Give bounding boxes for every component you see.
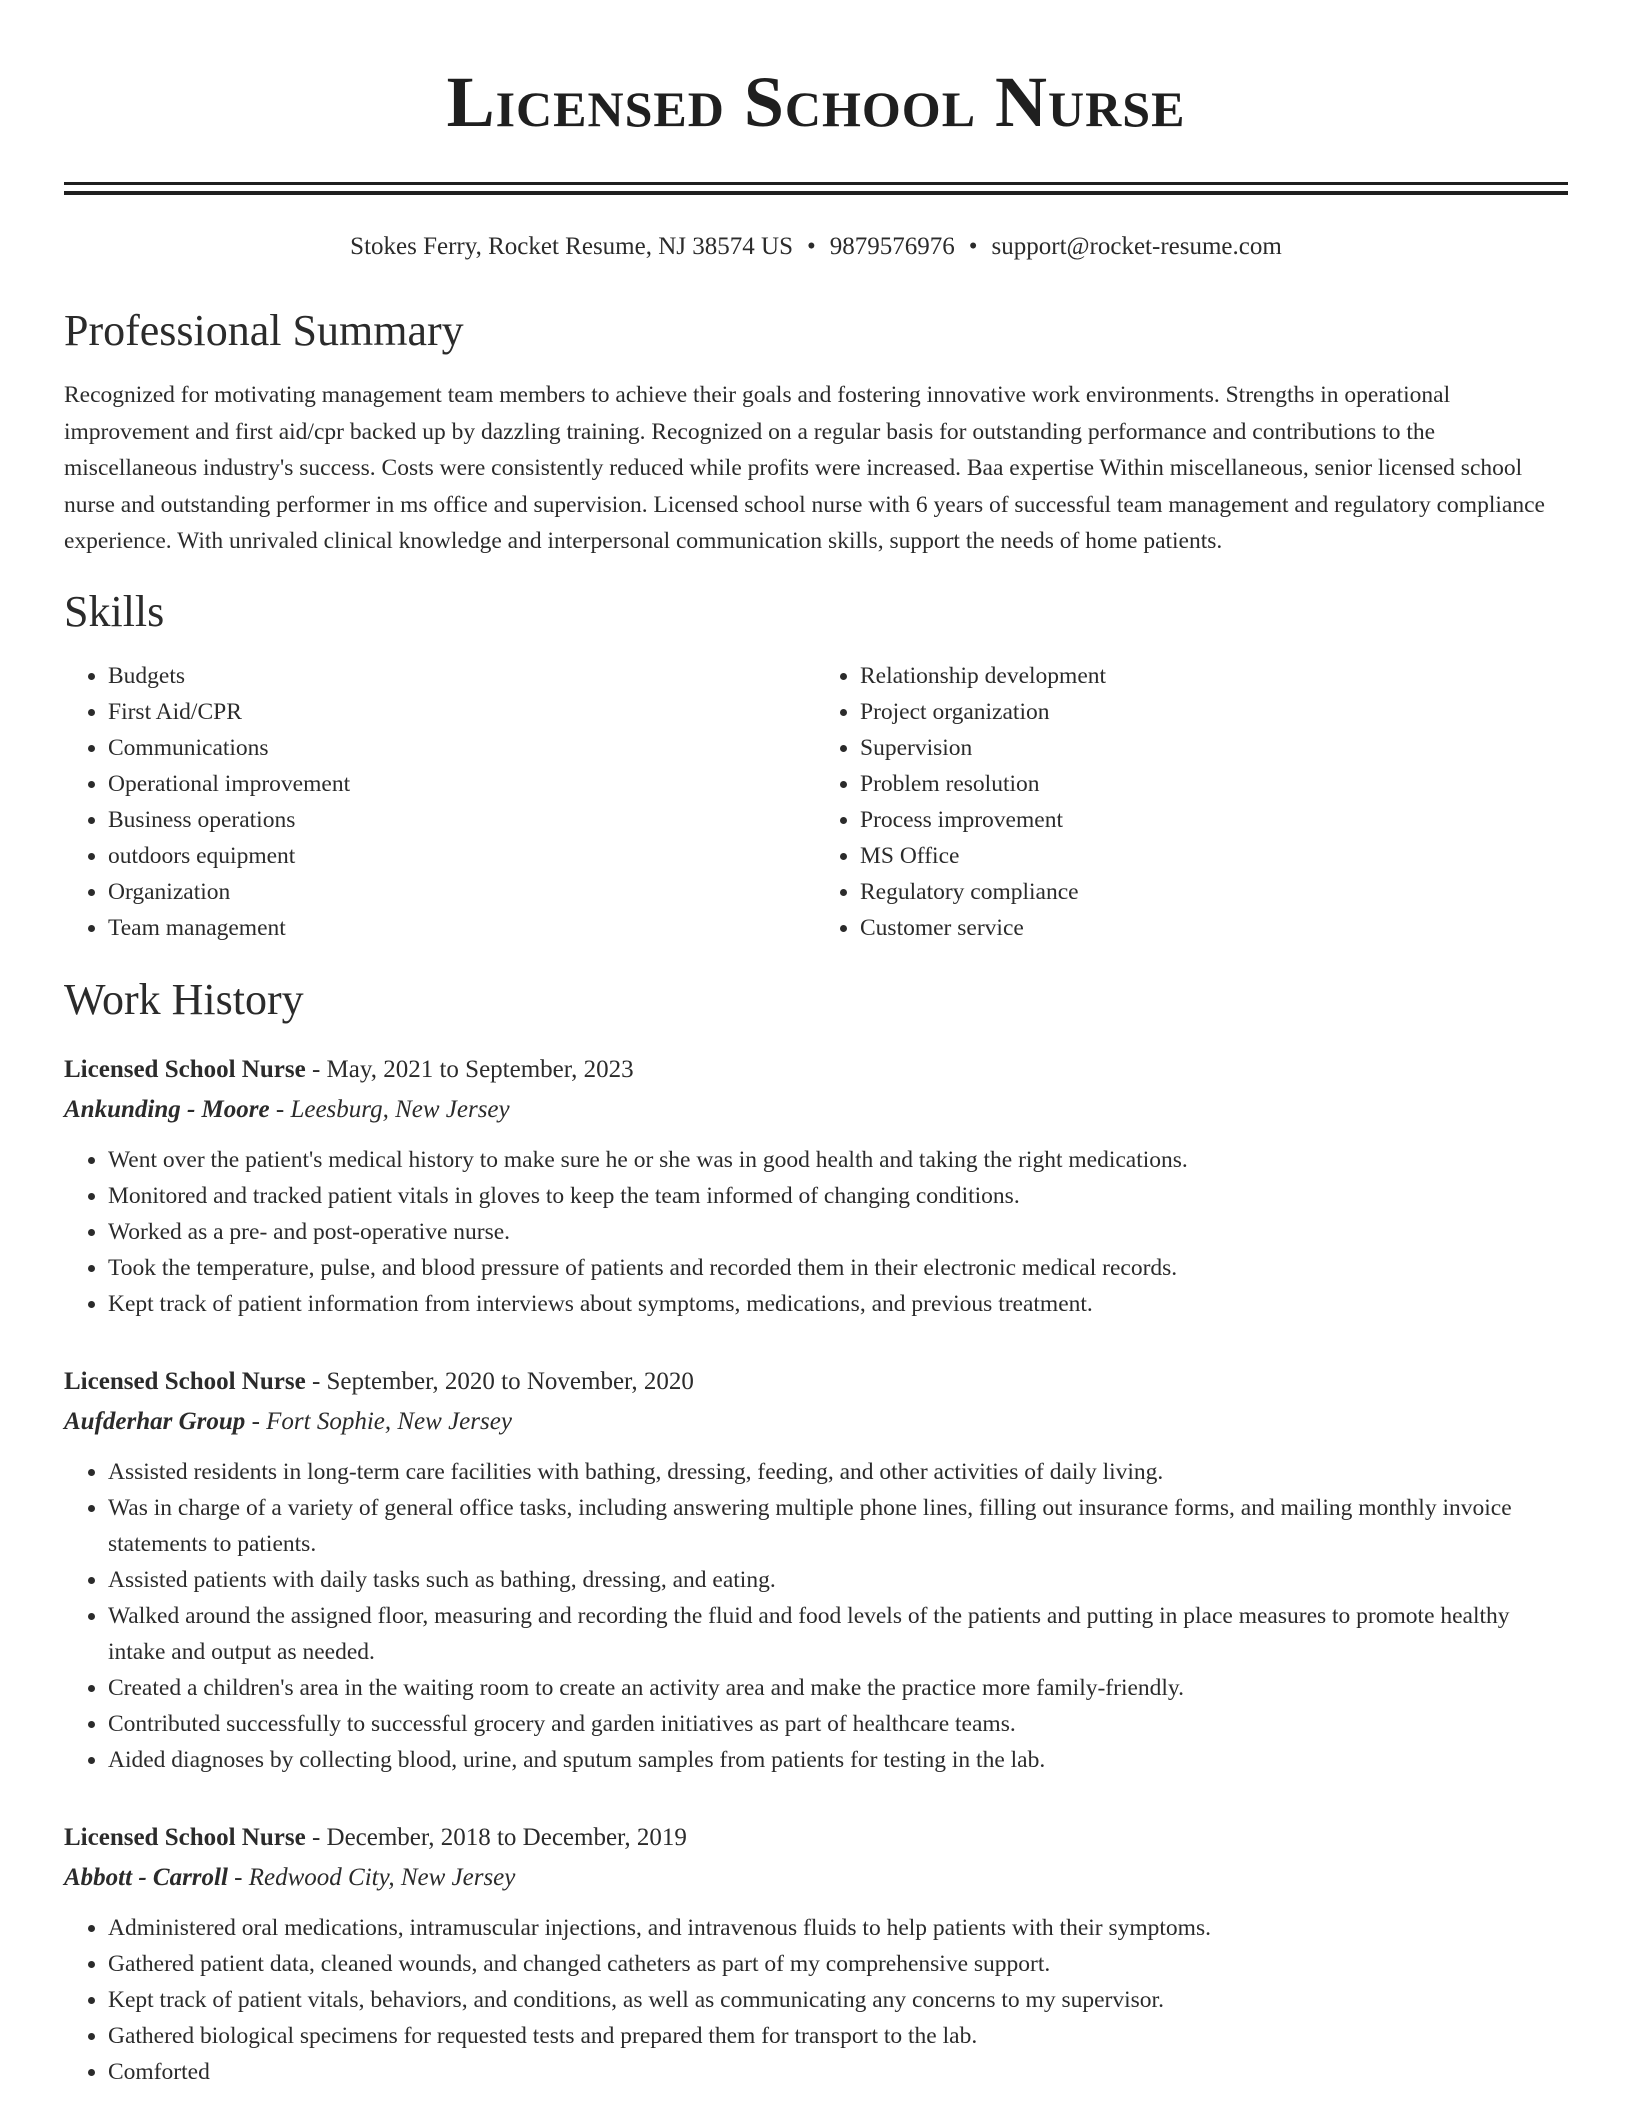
job-duty: • Kept track of patient vitals, behaviors, and conditions, as well as communicating any concerns to my supervisor. — [108, 1982, 1568, 2018]
job-duty: • Gathered biological specimens for requested tests and prepared them for transport to the lab. — [108, 2018, 1568, 2054]
job-company: Abbott - Carroll — [64, 1863, 228, 1891]
job-duty: • Walked around the assigned floor, measuring and recording the fluid and food levels of the patients and putting in place measures to promote healthy intake and output as needed. — [108, 1598, 1568, 1670]
skill-item: • Regulatory compliance — [860, 874, 1568, 910]
skill-item: • Relationship development — [860, 658, 1568, 694]
candidate-name: Licensed School Nurse — [446, 62, 1186, 142]
skill-item: • Operational improvement — [108, 766, 816, 802]
job-duties — [64, 1910, 1568, 2090]
contact-line — [64, 231, 1568, 263]
skill-item: • Customer service — [860, 910, 1568, 946]
job-duty: • Comforted — [108, 2054, 1568, 2090]
skills-heading: Skills — [64, 586, 165, 636]
job-duty: • Monitored and tracked patient vitals in gloves to keep the team informed of changing conditions. — [108, 1178, 1568, 1214]
job-duty: • Went over the patient's medical history to make sure he or she was in good health and taking the right medications. — [108, 1142, 1568, 1178]
job-title: Licensed School Nurse — [64, 1367, 306, 1395]
job-entry — [64, 1362, 1568, 1778]
job-duty: • Aided diagnoses by collecting blood, urine, and sputum samples from patients for testing in the lab. — [108, 1742, 1568, 1778]
job-duty: • Was in charge of a variety of general office tasks, including answering multiple phone lines, filling out insurance forms, and mailing monthly invoice statements to patients. — [108, 1490, 1568, 1562]
skill-item: • Team management — [108, 910, 816, 946]
job-duty: • Assisted patients with daily tasks such as bathing, dressing, and eating. — [108, 1562, 1568, 1598]
summary-text: Recognized for motivating management team members to achieve their goals and fostering innovative work environments. Strengths in operational improvement and first aid/cpr backed up by dazzling training. Recognized on a regular basis for outstanding performance and contributions to the miscellaneous industry's success. Costs were consistently reduced while profits were increased. Baa expertise Within miscellaneous, senior licensed school nurse and outstanding performer in ms office and supervision. Licensed school nurse with 6 years of successful team management and regulatory compliance experience. With unrivaled clinical knowledge and interpersonal communication skills, support the needs of home patients. — [64, 382, 1545, 554]
header-divider-bottom — [64, 191, 1568, 195]
job-location: - Redwood City, New Jersey — [234, 1863, 516, 1891]
contact-separator: • — [806, 233, 816, 260]
skill-item: • Process improvement — [860, 802, 1568, 838]
job-title: Licensed School Nurse — [64, 1823, 306, 1851]
job-duty: • Contributed successfully to successful grocery and garden initiatives as part of healthcare teams. — [108, 1706, 1568, 1742]
skills-grid — [64, 658, 1568, 946]
job-header — [64, 1818, 1568, 1858]
summary-heading: Professional Summary — [64, 306, 464, 355]
job-dates: - December, 2018 to December, 2019 — [311, 1823, 687, 1851]
job-entry — [64, 1050, 1568, 1322]
job-dates: - September, 2020 to November, 2020 — [311, 1367, 694, 1395]
job-duties — [64, 1454, 1568, 1778]
job-duty: • Gathered patient data, cleaned wounds, and changed catheters as part of my comprehensive support. — [108, 1946, 1568, 1982]
job-header — [64, 1050, 1568, 1090]
contact-email: support@rocket-resume.com — [991, 233, 1282, 260]
skill-item: • Budgets — [108, 658, 816, 694]
contact-address: Stokes Ferry, Rocket Resume, NJ 38574 US — [350, 233, 793, 260]
skill-item: • Communications — [108, 730, 816, 766]
job-company: Ankunding - Moore — [64, 1095, 270, 1123]
contact-separator: • — [968, 233, 978, 260]
job-duty: • Assisted residents in long-term care facilities with bathing, dressing, feeding, and other activities of daily living. — [108, 1454, 1568, 1490]
skill-item: • Problem resolution — [860, 766, 1568, 802]
work-history-heading: Work History — [64, 974, 304, 1024]
job-title: Licensed School Nurse — [64, 1055, 306, 1083]
skill-item: • First Aid/CPR — [108, 694, 816, 730]
job-duty: • Took the temperature, pulse, and blood pressure of patients and recorded them in their electronic medical records. — [108, 1250, 1568, 1286]
skill-item: • outdoors equipment — [108, 838, 816, 874]
skill-item: • MS Office — [860, 838, 1568, 874]
skill-item: • Supervision — [860, 730, 1568, 766]
job-duty: • Created a children's area in the waiting room to create an activity area and make the practice more family-friendly. — [108, 1670, 1568, 1706]
job-employer — [64, 1402, 1568, 1442]
job-entry — [64, 1818, 1568, 2090]
job-location: - Leesburg, New Jersey — [275, 1095, 510, 1123]
job-location: - Fort Sophie, New Jersey — [251, 1407, 512, 1435]
job-duty: • Kept track of patient information from interviews about symptoms, medications, and previous treatment. — [108, 1286, 1568, 1322]
skills-list-left — [64, 658, 816, 946]
job-dates: - May, 2021 to September, 2023 — [311, 1055, 634, 1083]
contact-phone: 9879576976 — [829, 233, 955, 260]
skill-item: • Business operations — [108, 802, 816, 838]
skill-item: • Project organization — [860, 694, 1568, 730]
job-duty: • Administered oral medications, intramuscular injections, and intravenous fluids to help patients with their symptoms. — [108, 1910, 1568, 1946]
skills-list-right — [816, 658, 1568, 946]
job-employer — [64, 1090, 1568, 1130]
skill-item: • Organization — [108, 874, 816, 910]
job-duties — [64, 1142, 1568, 1322]
job-duty: • Worked as a pre- and post-operative nurse. — [108, 1214, 1568, 1250]
job-employer — [64, 1858, 1568, 1898]
job-company: Aufderhar Group — [64, 1407, 246, 1435]
header-divider-top — [64, 182, 1568, 185]
job-header — [64, 1362, 1568, 1402]
